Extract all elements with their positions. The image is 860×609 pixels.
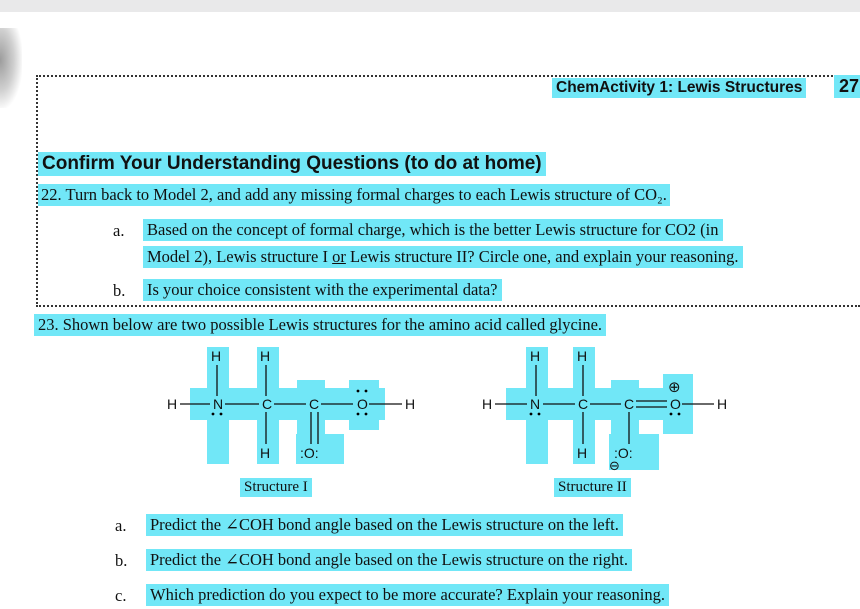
- question-22b-text: Is your choice consistent with the experimental data?: [143, 279, 502, 301]
- s1-lp-o-bot-1: [357, 413, 360, 416]
- question-23c-text: Which prediction do you expect to be more accurate? Explain your reasoning.: [146, 584, 669, 606]
- question-23-number: 23.: [38, 315, 59, 334]
- structure-2-label: Structure II: [554, 478, 631, 497]
- structure-1-label: Structure I: [240, 478, 312, 497]
- s2-h-c-bottom: H: [577, 445, 588, 461]
- s1-lp-o-top-1: [357, 390, 360, 393]
- question-23-text: Shown below are two possible Lewis structures for the amino acid called glycine.: [62, 315, 603, 334]
- s2-n: N: [530, 396, 541, 412]
- s1-h-c-top: H: [260, 348, 271, 364]
- s1-c1: C: [262, 396, 273, 412]
- question-23b-label: b.: [115, 551, 128, 570]
- question-22-number: 22.: [41, 185, 62, 204]
- s1-lp-o-bot-2: [365, 413, 368, 416]
- section-title: Confirm Your Understanding Questions (to do at home): [38, 152, 546, 176]
- question-23c-label: c.: [115, 586, 127, 605]
- question-23b-text: Predict the ∠COH bond angle based on the Lewis structure on the right.: [146, 549, 632, 571]
- question-23a-text: Predict the ∠COH bond angle based on the Lewis structure on the left.: [146, 514, 623, 536]
- s2-minus-charge: ⊖: [609, 458, 620, 473]
- s1-h-o: H: [405, 396, 416, 412]
- question-23a-label: a.: [115, 516, 127, 535]
- structure-1: [167, 348, 415, 461]
- s2-lp-o-2: [678, 413, 681, 416]
- question-22a-line1: Based on the concept of formal charge, which is the better Lewis structure for CO2 (in: [143, 219, 723, 241]
- page-header-title: ChemActivity 1: Lewis Structures: [552, 78, 806, 98]
- question-22a-or: or: [332, 247, 346, 266]
- s1-h-n-top: H: [211, 348, 222, 364]
- s2-lp-n-1: [530, 413, 533, 416]
- s1-c2: C: [309, 396, 320, 412]
- question-22a-label: a.: [113, 221, 125, 240]
- s1-n: N: [213, 396, 224, 412]
- question-22-text: Turn back to Model 2, and add any missing formal charges to each Lewis structure of CO₂.: [65, 185, 667, 204]
- s1-h-c-bottom: H: [260, 445, 271, 461]
- s2-o: O: [670, 396, 681, 412]
- s2-o-bottom: :O:: [614, 445, 633, 461]
- question-22b-label: b.: [113, 281, 126, 300]
- s1-o: O: [357, 396, 368, 412]
- s2-lp-o-1: [670, 413, 673, 416]
- s1-lp-n-2: [220, 413, 223, 416]
- page-number: 27: [834, 75, 860, 98]
- question-22a-line2-pre: Model 2), Lewis structure I: [147, 247, 333, 266]
- question-22a-line2-post: Lewis structure II? Circle one, and explain your reasoning.: [345, 247, 739, 266]
- s2-lp-n-2: [538, 413, 541, 416]
- s2-h-n-top: H: [530, 348, 541, 364]
- s1-lp-n-1: [212, 413, 215, 416]
- s2-h-c-top: H: [577, 348, 588, 364]
- s2-h-left: H: [482, 396, 493, 412]
- s1-o-bottom: :O:: [300, 445, 319, 461]
- s1-h-left: H: [167, 396, 178, 412]
- s2-c2: C: [624, 396, 635, 412]
- s2-h-o: H: [717, 396, 728, 412]
- s2-c1: C: [578, 396, 589, 412]
- s1-lp-o-top-2: [365, 390, 368, 393]
- s2-plus-charge: ⊕: [668, 379, 681, 396]
